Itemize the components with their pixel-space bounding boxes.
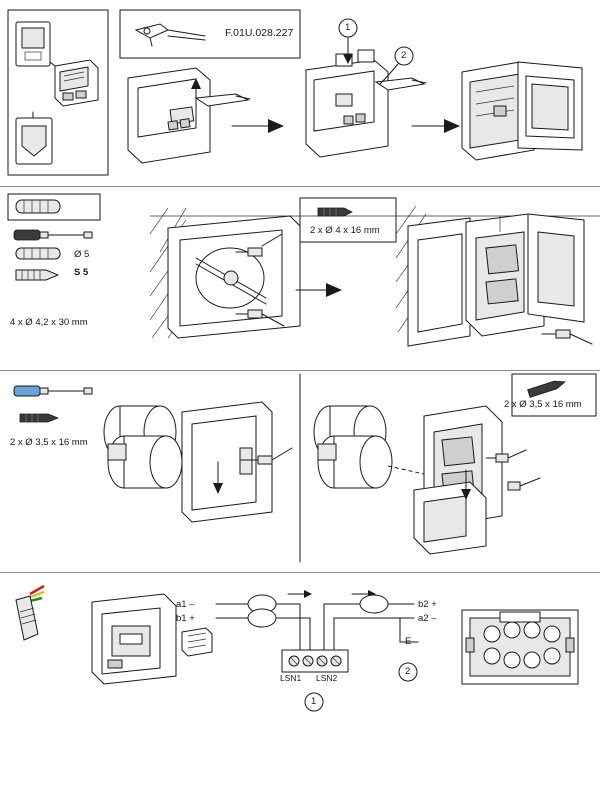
drill-diameter-label: Ø 5 bbox=[74, 249, 90, 260]
screw-spec-42x30-label: 4 x Ø 4,2 x 30 mm bbox=[10, 317, 88, 328]
wall-plug-icon bbox=[16, 200, 60, 213]
wire-a2-label: a2 – bbox=[418, 613, 437, 624]
screw-icon-35x16-right bbox=[528, 378, 567, 397]
arrow-flush-step bbox=[296, 283, 342, 297]
wall-plug-size-label: S 5 bbox=[74, 267, 89, 278]
screw-icon-4x16 bbox=[318, 208, 352, 216]
arrow-step2-to-step3 bbox=[412, 119, 460, 133]
screw-icon-35x16-left bbox=[20, 414, 58, 422]
wall-hatch-right bbox=[396, 206, 592, 346]
terminal-plug bbox=[182, 628, 212, 656]
screwdriver-icon-b bbox=[14, 386, 92, 396]
terminal-lsn1-label: LSN1 bbox=[280, 673, 302, 683]
polarity-arrow-left bbox=[288, 590, 312, 598]
wire-b1-label: b1 + bbox=[176, 613, 195, 624]
module-body-step1 bbox=[128, 68, 250, 163]
screw-arrow-right-mid bbox=[508, 478, 540, 490]
small-plate-top bbox=[16, 22, 50, 66]
callout-2-wiring: 2 bbox=[405, 666, 411, 677]
cable-icon bbox=[16, 586, 44, 640]
screw-right-bottom bbox=[542, 330, 592, 344]
wire-a1-label: a1 – bbox=[176, 599, 195, 610]
assembly-result-step3 bbox=[462, 62, 582, 160]
arrow-step1-to-step2 bbox=[232, 119, 284, 133]
part-number-label: F.01U.028.227 bbox=[225, 27, 294, 39]
wire-b2-label: b2 + bbox=[418, 599, 437, 610]
tool-icon bbox=[136, 24, 205, 46]
module-body-step2 bbox=[306, 19, 426, 157]
wire-earth-label: E bbox=[405, 636, 412, 647]
panel-flush-mount bbox=[0, 186, 600, 368]
screw-spec-35x16-left-label: 2 x Ø 3,5 x 16 mm bbox=[10, 437, 88, 448]
wiring-lines bbox=[216, 590, 418, 650]
callout-1-wiring: 1 bbox=[311, 696, 317, 707]
callout-1-top: 1 bbox=[345, 22, 351, 33]
small-plate-bottom bbox=[16, 118, 52, 164]
terminal-lsn2-label: LSN2 bbox=[316, 673, 338, 683]
screw-spec-icon bbox=[16, 270, 58, 280]
surface-box-left bbox=[104, 402, 292, 522]
panel-module-insertion bbox=[0, 0, 600, 185]
module-exploded bbox=[50, 60, 98, 106]
screwdriver-icon-a bbox=[14, 230, 92, 240]
panel-wiring bbox=[0, 572, 600, 752]
plug-spec-icon bbox=[16, 248, 60, 259]
screw-spec-4x16-label: 2 x Ø 4 x 16 mm bbox=[310, 225, 380, 236]
screw-spec-35x16-right-label: 2 x Ø 3,5 x 16 mm bbox=[504, 399, 582, 410]
callout-2-top: 2 bbox=[401, 50, 407, 61]
